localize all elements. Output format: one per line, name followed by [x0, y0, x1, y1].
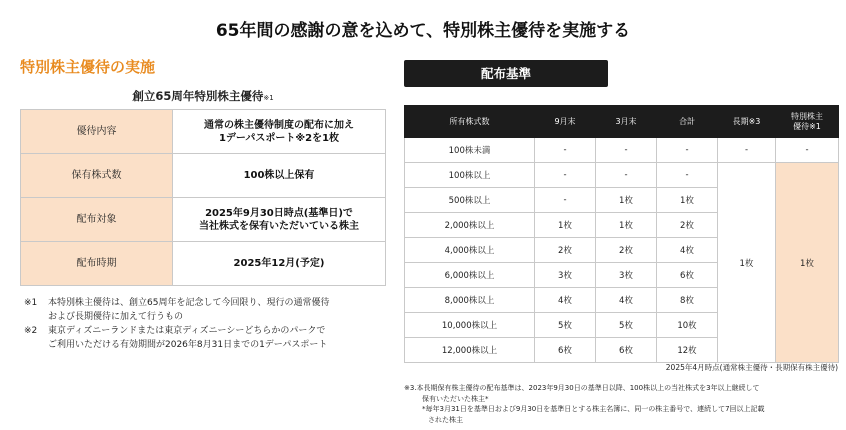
footnote-body — [48, 296, 329, 324]
cell: 2,000株以上 — [405, 213, 535, 238]
cell: 10枚 — [657, 313, 718, 338]
footnote-line: ※3.本長期保有株主優待の配布基準は、2023年9月30日の基準日以降、100株以上の当社株式を3年以上継続して — [404, 384, 760, 392]
cell: - — [596, 138, 657, 163]
cell: 2枚 — [657, 213, 718, 238]
table-row — [405, 163, 839, 188]
cell: 8枚 — [657, 288, 718, 313]
table-header-row — [405, 106, 839, 138]
row-value — [173, 242, 386, 286]
value-line: 2025年9月30日時点(基準日)で — [205, 207, 353, 219]
footnote-body — [48, 324, 327, 352]
cell: - — [657, 163, 718, 188]
header-special — [776, 106, 839, 138]
table-row — [21, 242, 386, 286]
cell: 8,000株以上 — [405, 288, 535, 313]
table-row — [21, 198, 386, 242]
value-line: 100株以上保有 — [243, 170, 315, 181]
cell: - — [657, 138, 718, 163]
subheading-note-mark: ※1 — [263, 94, 274, 102]
cell: 12枚 — [657, 338, 718, 363]
cell: 6枚 — [657, 263, 718, 288]
table-row — [21, 154, 386, 198]
subheading-text: 創立65周年特別株主優待 — [132, 89, 264, 103]
table-row — [21, 110, 386, 154]
cell: 10,000株以上 — [405, 313, 535, 338]
value-line: 2025年12月(予定) — [233, 258, 325, 269]
row-label: 保有株式数 — [21, 154, 173, 198]
table-date-note: 2025年4月時点(通常株主優待・長期保有株主優待) — [665, 363, 838, 372]
section-heading: 特別株主優待の実施 — [20, 58, 156, 76]
cell: 6,000株以上 — [405, 263, 535, 288]
header-march: 3月末 — [596, 106, 657, 138]
footnote-line: 保有いただいた株主* — [422, 394, 489, 403]
benefit-table — [20, 109, 386, 286]
cell: 12,000株以上 — [405, 338, 535, 363]
row-value — [173, 198, 386, 242]
cell: 100株未満 — [405, 138, 535, 163]
cell: 1枚 — [657, 188, 718, 213]
footnote-line: および長期優待に加えて行うもの — [48, 312, 184, 322]
cell: - — [776, 138, 839, 163]
value-line: 1デーパスポート※2を1枚 — [218, 132, 340, 144]
cell: - — [535, 188, 596, 213]
cell: 5枚 — [596, 313, 657, 338]
row-label: 優待内容 — [21, 110, 173, 154]
footnote — [24, 324, 394, 352]
header-shares: 所有株式数 — [405, 106, 535, 138]
merged-long-term-cell: 1枚 — [718, 163, 776, 363]
footnote-line: *毎年3月31日を基準日および9月30日を基準日とする株主名簿に、同一の株主番号で、連続して7回以上記載 — [422, 405, 765, 413]
value-line: 当社株式を保有いただいている株主 — [199, 220, 359, 232]
cell: 1枚 — [596, 213, 657, 238]
header-long-term: 長期※3 — [718, 106, 776, 138]
value-line: 通常の株主優待制度の配布に加え — [204, 119, 354, 131]
footnote-mark: ※1 — [24, 298, 38, 308]
header-total: 合計 — [657, 106, 718, 138]
header-special-line: 特別株主 — [791, 111, 823, 121]
cell: 5枚 — [535, 313, 596, 338]
header-special-line: 優待※1 — [793, 121, 821, 131]
header-september: 9月末 — [535, 106, 596, 138]
cell: 3枚 — [596, 263, 657, 288]
footnote-line: ご利用いただける有効期間が2026年8月31日までの1デーパスポート — [48, 340, 328, 350]
cell: 4枚 — [535, 288, 596, 313]
cell: 2枚 — [535, 238, 596, 263]
row-value — [173, 154, 386, 198]
distribution-banner: 配布基準 — [404, 60, 608, 87]
table-row — [405, 138, 839, 163]
distribution-table — [404, 105, 839, 363]
cell: 100株以上 — [405, 163, 535, 188]
row-value — [173, 110, 386, 154]
row-label: 配布対象 — [21, 198, 173, 242]
cell: 4枚 — [596, 288, 657, 313]
cell: 1枚 — [535, 213, 596, 238]
cell: 3枚 — [535, 263, 596, 288]
right-footnotes — [404, 383, 844, 425]
cell: - — [596, 163, 657, 188]
row-label: 配布時期 — [21, 242, 173, 286]
cell: 6枚 — [596, 338, 657, 363]
cell: 4,000株以上 — [405, 238, 535, 263]
footnote-line: 東京ディズニーランドまたは東京ディズニーシーどちらかのパークで — [48, 326, 326, 336]
cell: - — [535, 163, 596, 188]
merged-special-cell: 1枚 — [776, 163, 839, 363]
cell: 4枚 — [657, 238, 718, 263]
cell: 500株以上 — [405, 188, 535, 213]
cell: - — [535, 138, 596, 163]
footnote-line: 本特別株主優待は、創立65周年を記念して今回限り、現行の通常優待 — [48, 298, 330, 308]
cell: 1枚 — [596, 188, 657, 213]
footnote-line: された株主 — [428, 415, 463, 424]
cell: 2枚 — [596, 238, 657, 263]
page-title: 65年間の感謝の意を込めて、特別株主優待を実施する — [215, 21, 631, 41]
footnote — [24, 296, 394, 324]
section-subheading — [20, 88, 386, 104]
cell: - — [718, 138, 776, 163]
footnote-mark: ※2 — [24, 326, 38, 336]
left-footnotes — [24, 296, 394, 352]
cell: 6枚 — [535, 338, 596, 363]
